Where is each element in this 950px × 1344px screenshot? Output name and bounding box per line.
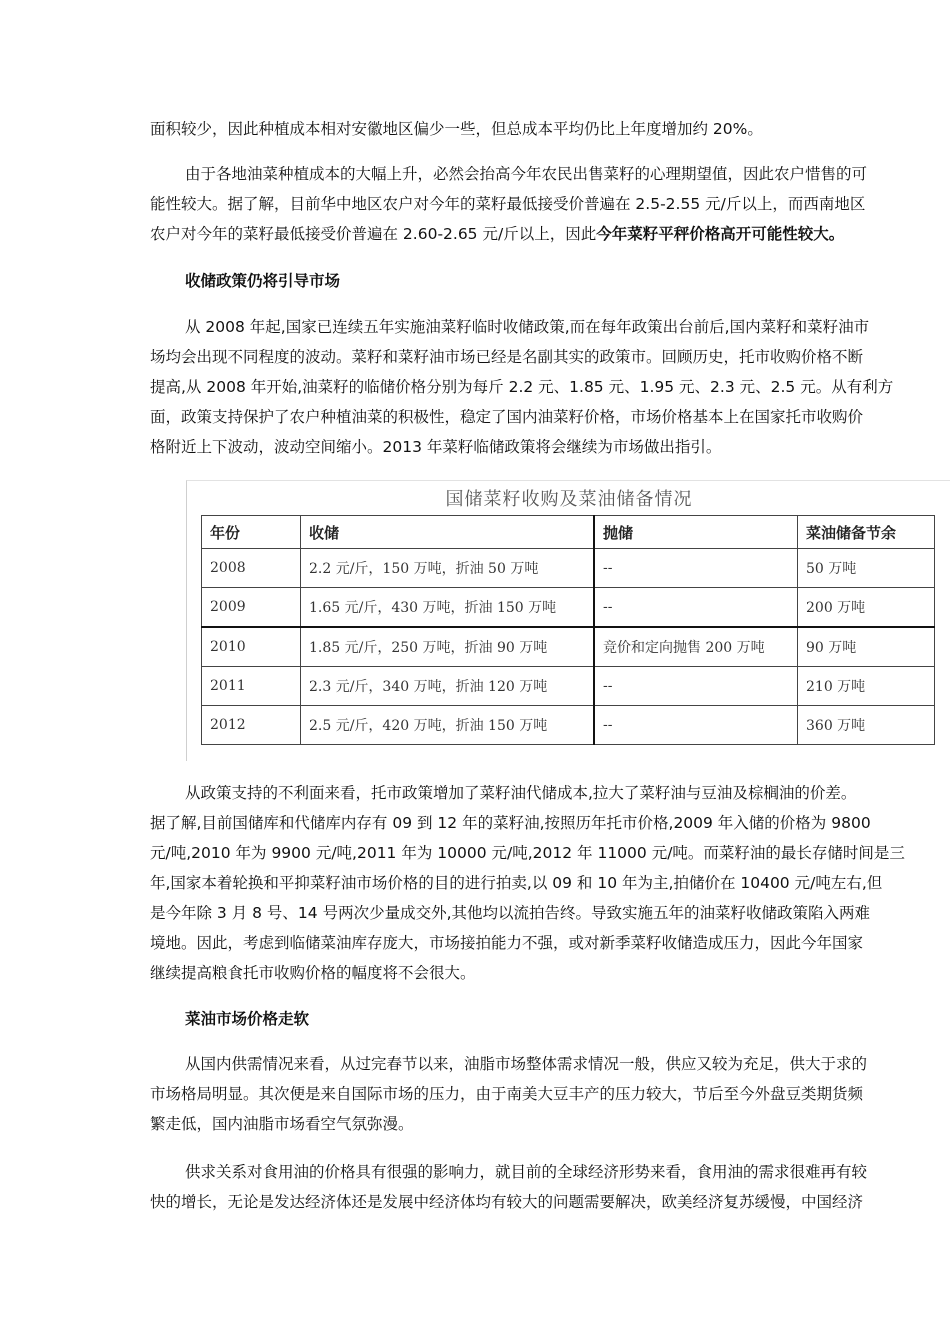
cell-year: 2009 — [202, 588, 301, 628]
cell-year: 2011 — [202, 667, 301, 706]
text-line: 供求关系对食用油的价格具有很强的影响力，就目前的全球经济形势来看，食用油的需求很难再有较 — [185, 1163, 868, 1181]
table-title: 国储菜籽收购及菜油储备情况 — [445, 489, 693, 510]
text-line: 能性较大。据了解，目前华中地区农户对今年的菜籽最低接受价普遍在 2.5-2.55 元/斤以上，而西南地区 — [150, 195, 866, 213]
table-row — [202, 549, 935, 588]
text-line: 由于各地油菜种植成本的大幅上升，必然会抬高今年农民出售菜籽的心理期望值，因此农户惜售的可 — [185, 165, 868, 183]
text-line: 场均会出现不同程度的波动。菜籽和菜籽油市场已经是名副其实的政策市。回顾历史，托市收购价格不断 — [150, 348, 864, 366]
reserve-table-image — [186, 480, 950, 761]
text-line: 年,国家本着轮换和平抑菜籽油市场价格的目的进行拍卖,以 09 和 10 年为主,拍储价在 10400 元/吨左右,但 — [150, 874, 883, 892]
cell-release: -- — [594, 549, 798, 588]
cell-purchase: 2.3 元/斤，340 万吨，折油 120 万吨 — [301, 667, 595, 706]
text-line: 市场格局明显。其次便是来自国际市场的压力，由于南美大豆丰产的压力较大，节后至今外盘豆类期货频 — [150, 1085, 864, 1103]
header-release: 抛储 — [594, 516, 798, 549]
cell-balance: 200 万吨 — [798, 588, 935, 628]
text-line: 格附近上下波动，波动空间缩小。2013 年菜籽临储政策将会继续为市场做出指引。 — [150, 438, 722, 456]
cell-purchase: 1.85 元/斤，250 万吨，折油 90 万吨 — [301, 627, 595, 667]
header-year: 年份 — [202, 516, 301, 549]
text-line: 是今年除 3 月 8 号、14 号两次少量成交外,其他均以流拍告终。导致实施五年的油菜籽收储政策陷入两难 — [150, 904, 871, 922]
cell-purchase: 2.5 元/斤，420 万吨，折油 150 万吨 — [301, 706, 595, 745]
text-line: 快的增长，无论是发达经济体还是发展中经济体均有较大的问题需要解决，欧美经济复苏缓慢，中国经济 — [150, 1193, 864, 1211]
paragraph-policy-downside — [150, 778, 950, 988]
reserve-table — [201, 515, 935, 745]
cell-balance: 90 万吨 — [798, 627, 935, 667]
cell-release: -- — [594, 706, 798, 745]
paragraph-farmer-expectation — [150, 159, 950, 249]
text-line: 从政策支持的不利面来看，托市政策增加了菜籽油代储成本,拉大了菜籽油与豆油及棕榈油的价差。 — [185, 784, 857, 802]
paragraph-global-economy — [150, 1157, 950, 1217]
paragraph-policy-history — [150, 312, 950, 462]
cell-balance: 50 万吨 — [798, 549, 935, 588]
text-line: 繁走低，国内油脂市场看空气氛弥漫。 — [150, 1115, 414, 1133]
text-line: 从国内供需情况来看，从过完春节以来，油脂市场整体需求情况一般，供应又较为充足，供大于求的 — [185, 1055, 868, 1073]
table-row — [202, 627, 935, 667]
text-line: 从 2008 年起,国家已连续五年实施油菜籽临时收储政策,而在每年政策出台前后,国内菜籽和菜籽油市 — [185, 318, 870, 336]
table-row — [202, 588, 935, 628]
header-purchase: 收储 — [301, 516, 595, 549]
text-line — [150, 219, 950, 249]
text-line: 提高,从 2008 年开始,油菜籽的临储价格分别为每斤 2.2 元、1.85 元、1.95 元、2.3 元、2.5 元。从有利方 — [150, 378, 894, 396]
text-line: 元/吨,2010 年为 9900 元/吨,2011 年为 10000 元/吨,2012 年 11000 元/吨。而菜籽油的最长存储时间是三 — [150, 844, 905, 862]
cell-year: 2012 — [202, 706, 301, 745]
table-row — [202, 706, 935, 745]
cell-purchase: 1.65 元/斤，430 万吨，折油 150 万吨 — [301, 588, 595, 628]
text-line: 境地。因此，考虑到临储菜油库存庞大，市场接拍能力不强，或对新季菜籽收储造成压力，因此今年国家 — [150, 934, 864, 952]
text-line: 继续提高粮食托市收购价格的幅度将不会很大。 — [150, 964, 476, 982]
paragraph-cost-summary — [150, 114, 950, 144]
bold-conclusion: 今年菜籽平秤价格高开可能性较大。 — [596, 225, 845, 243]
paragraph-supply-demand — [150, 1049, 950, 1139]
text-segment: 农户对今年的菜籽最低接受价普遍在 2.60-2.65 元/斤以上，因此 — [150, 225, 597, 243]
table-row — [202, 667, 935, 706]
cell-release: -- — [594, 588, 798, 628]
text-line: 据了解,目前国储库和代储库内存有 09 到 12 年的菜籽油,按照历年托市价格,2009 年入储的价格为 9800 — [150, 814, 871, 832]
section-heading-market: 菜油市场价格走软 — [185, 1010, 310, 1028]
table-header-row — [202, 516, 935, 549]
cell-release: 竞价和定向抛售 200 万吨 — [594, 627, 798, 667]
cell-purchase: 2.2 元/斤，150 万吨，折油 50 万吨 — [301, 549, 595, 588]
cell-balance: 210 万吨 — [798, 667, 935, 706]
cell-year: 2010 — [202, 627, 301, 667]
cell-year: 2008 — [202, 549, 301, 588]
cell-balance: 360 万吨 — [798, 706, 935, 745]
text-line: 面，政策支持保护了农户种植油菜的积极性，稳定了国内油菜籽价格，市场价格基本上在国家托市收购价 — [150, 408, 864, 426]
text-line: 面积较少，因此种植成本相对安徽地区偏少一些，但总成本平均仍比上年度增加约 20%。 — [150, 120, 763, 138]
section-heading-policy: 收储政策仍将引导市场 — [185, 272, 341, 290]
cell-release: -- — [594, 667, 798, 706]
header-reserve-balance: 菜油储备节余 — [798, 516, 935, 549]
